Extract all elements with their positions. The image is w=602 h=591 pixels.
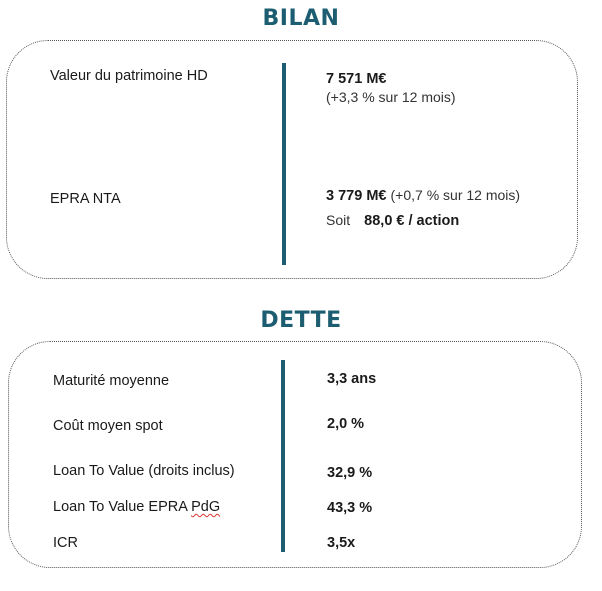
- dette-title: DETTE: [260, 308, 342, 333]
- bilan-per-share-value: 88,0 € / action: [364, 213, 460, 229]
- dette-value-icr: 3,5x: [327, 535, 356, 551]
- bilan-per-share-prefix: Soit: [326, 212, 351, 228]
- dette-value-maturite: 3,3 ans: [327, 371, 377, 387]
- bilan-note-patrimoine: (+3,3 % sur 12 mois): [326, 89, 456, 105]
- dette-card: [8, 341, 582, 568]
- bilan-note-epra-nta: (+0,7 % sur 12 mois): [390, 187, 521, 203]
- bilan-divider: [282, 63, 286, 265]
- dette-label-maturite: Maturité moyenne: [53, 373, 170, 389]
- dette-divider: [281, 360, 285, 552]
- bilan-label-epra-nta: EPRA NTA: [50, 191, 121, 207]
- bilan-label-patrimoine: Valeur du patrimoine HD: [50, 68, 208, 84]
- dette-value-cout: 2,0 %: [327, 416, 365, 432]
- dette-label-ltv-epra-pdg: PdG: [191, 499, 221, 515]
- dette-label-cout: Coût moyen spot: [53, 418, 163, 434]
- dette-label-ltv-epra: [53, 499, 220, 515]
- dette-label-ltv-epra-main: Loan To Value EPRA: [53, 499, 192, 515]
- dette-label-icr: ICR: [53, 535, 78, 551]
- dette-value-ltv: 32,9 %: [327, 465, 373, 481]
- bilan-value-patrimoine: 7 571 M€: [326, 71, 387, 87]
- bilan-title: BILAN: [262, 6, 340, 31]
- dette-label-ltv: Loan To Value (droits inclus): [53, 463, 235, 479]
- bilan-card: [6, 40, 578, 279]
- dette-value-ltv-epra: 43,3 %: [327, 500, 373, 516]
- bilan-value-epra-nta: 3 779 M€: [326, 188, 387, 204]
- bilan-per-share-line: [326, 212, 459, 229]
- bilan-value-epra-nta-line: [326, 187, 520, 204]
